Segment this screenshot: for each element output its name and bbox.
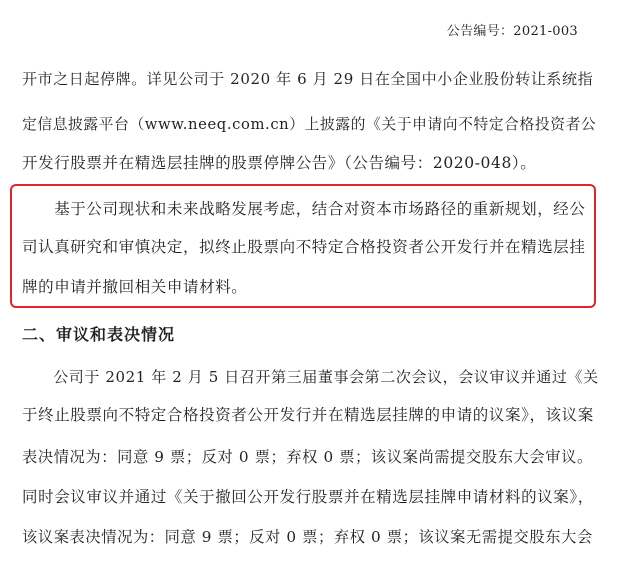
- paragraph1-line: 开市之日起停牌。详见公司于 2020 年 6 月 29 日在全国中小企业股份转让系统指: [22, 70, 594, 88]
- section2-line: 公司于 2021 年 2 月 5 日召开第三届董事会第二次会议，会议审议并通过《关: [22, 368, 599, 386]
- highlighted-line: 基于公司现状和未来战略发展考虑，结合对资本市场路径的重新规划，经公: [22, 200, 586, 218]
- section-heading: 二、审议和表决情况: [22, 325, 176, 344]
- highlighted-line: 司认真研究和审慎决定，拟终止股票向不特定合格投资者公开发行并在精选层挂: [22, 238, 586, 256]
- section2-line: 同时会议审议并通过《关于撤回公开发行股票并在精选层挂牌申请材料的议案》，: [22, 488, 594, 506]
- notice-number: 公告编号：2021-003: [446, 24, 578, 39]
- section2-line: 表决情况为：同意 9 票；反对 0 票；弃权 0 票；该议案尚需提交股东大会审议。: [22, 448, 593, 466]
- paragraph1-line: 定信息披露平台（www.neeq.com.cn）上披露的《关于申请向不特定合格投资者公: [22, 116, 597, 133]
- section2-line: 该议案表决情况为：同意 9 票；反对 0 票；弃权 0 票；该议案无需提交股东大会: [22, 528, 593, 546]
- highlighted-line: 牌的申请并撤回相关申请材料。: [22, 278, 248, 296]
- section2-line: 于终止股票向不特定合格投资者公开发行并在精选层挂牌的申请的议案》，该议案: [22, 406, 594, 424]
- paragraph1-line: 开发行股票并在精选层挂牌的股票停牌公告》（公告编号：2020-048）。: [22, 154, 537, 172]
